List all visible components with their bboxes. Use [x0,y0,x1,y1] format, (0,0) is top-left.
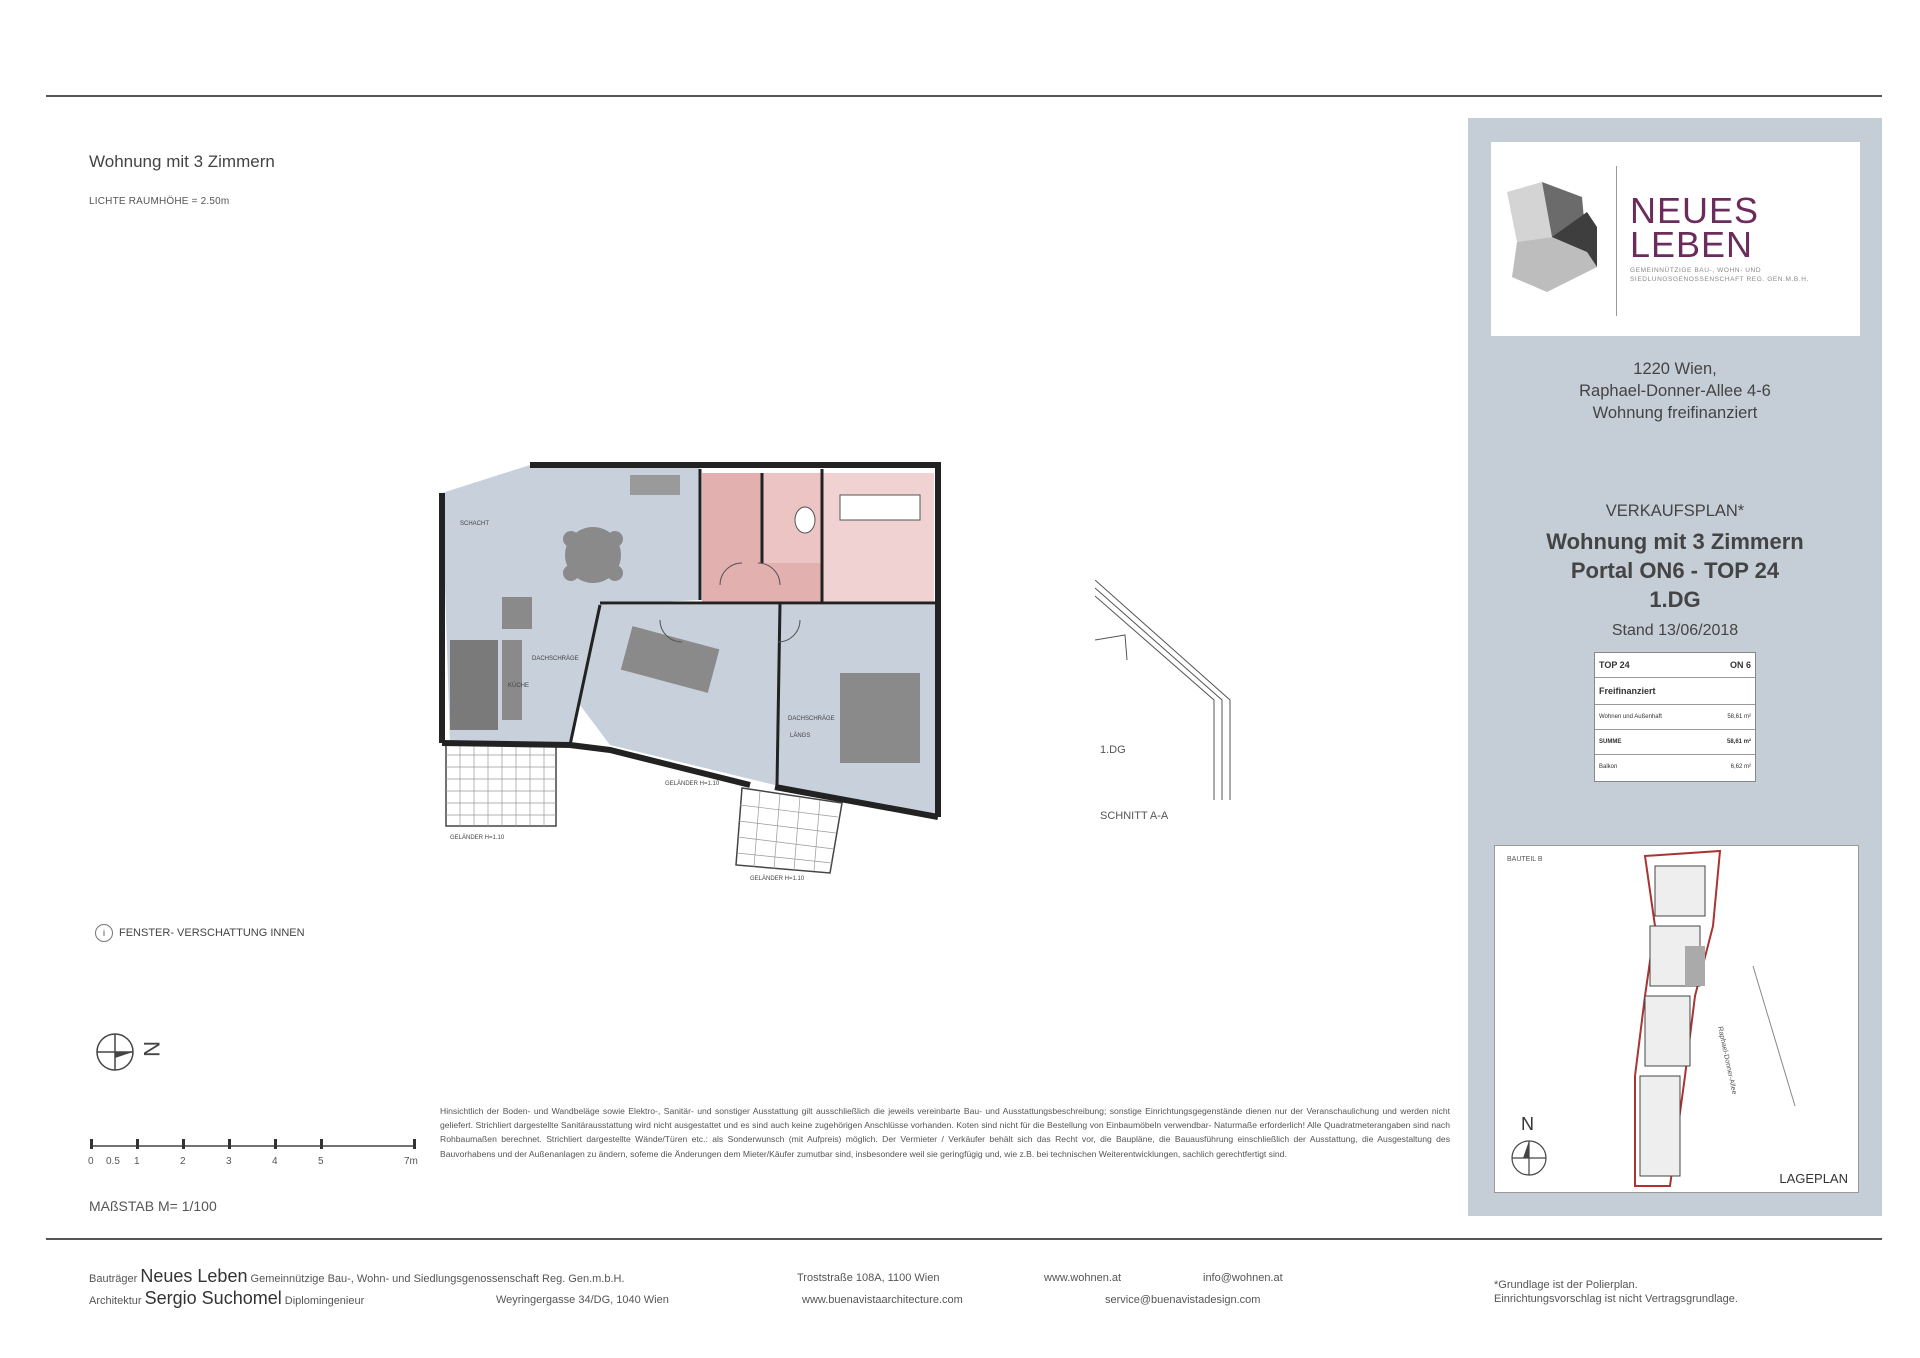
logo-wordmark [1630,190,1809,284]
area-row [1595,755,1755,779]
logo-line-2: LEBEN [1630,224,1754,265]
scale-bar [88,1136,428,1156]
room-label-5: GELÄNDER H=1.10 [750,876,805,882]
footer-architekt [89,1288,364,1309]
area-label: SUMME [1599,739,1622,745]
bautraeger-mail[interactable]: info@wohnen.at [1203,1272,1283,1284]
minimap-compass-icon [1509,1138,1549,1178]
scale-tick: 5 [318,1156,324,1167]
room-label-8: LÄNGS [790,733,811,739]
minimap-label: BAUTEIL B [1507,856,1543,863]
minimap-street: Raphael-Donner-Allee [1716,1026,1738,1096]
financing-row [1595,678,1755,705]
scale-tick: 0 [88,1156,94,1167]
scale-tick: 3 [226,1156,232,1167]
footnote-line-2: Einrichtungsvorschlag ist nicht Vertragsgrundlage. [1494,1293,1738,1305]
scale-tick: 4 [272,1156,278,1167]
architekt-label: Architektur [89,1295,142,1307]
room-height-note: LICHTE RAUMHÖHE = 2.50m [89,196,230,207]
scale-tick: 2 [180,1156,186,1167]
site-plan-drawing [1495,846,1858,1192]
apartment-heading [1468,527,1882,614]
top-rule [46,95,1882,97]
footnote-line-1: *Grundlage ist der Polierplan. [1494,1279,1638,1291]
project-address [1468,358,1882,424]
area-value: 6,62 m² [1730,764,1751,770]
site-minimap [1494,845,1859,1193]
scale-tick: 0.5 [106,1156,120,1167]
room-label-2: DACHSCHRÄGE [788,716,835,722]
logo-line-1: NEUES [1630,190,1760,231]
scale-tick: 1 [134,1156,140,1167]
north-letter: N [138,1041,164,1057]
floor-plan [420,455,960,895]
logo-cube-icon [1497,182,1607,302]
scale-label: MAßSTAB M= 1/100 [89,1198,217,1214]
address-line-2: Raphael-Donner-Allee 4-6 [1579,382,1771,400]
architekt-mail[interactable]: service@buenavistadesign.com [1105,1294,1261,1306]
bautraeger-label: Bauträger [89,1273,138,1285]
footer-bautraeger [89,1266,625,1287]
minimap-caption: LAGEPLAN [1779,1171,1848,1186]
bautraeger-address: Troststraße 108A, 1100 Wien [797,1272,940,1284]
logo-sub-1: GEMEINNÜTZIGE BAU-, WOHN- UND [1630,267,1762,274]
portal-number: ON 6 [1729,660,1751,670]
compass-icon [95,1032,139,1076]
scale-tick: 7m [404,1156,418,1167]
legend [95,924,305,942]
room-label-1: DACHSCHRÄGE [532,656,579,662]
stand-date: Stand 13/06/2018 [1611,622,1739,639]
room-label-7: KÜCHE [508,683,530,689]
bautraeger-web[interactable]: www.wohnen.at [1044,1272,1122,1284]
section-level-label: 1.DG [1100,744,1126,756]
architekt-address: Weyringergasse 34/DG, 1040 Wien [496,1294,669,1306]
section-sketch [1095,580,1235,800]
bautraeger-desc: Gemeinnützige Bau-, Wohn- und Siedlungsgenossenschaft Reg. Gen.m.b.H. [250,1273,625,1285]
scale-ticks [88,1156,428,1170]
legend-text: FENSTER- VERSCHATTUNG INNEN [119,927,305,939]
info-icon: i [95,924,113,942]
logo-sub-2: SIEDLUNGSGENOSSENSCHAFT REG. GEN.M.B.H. [1630,276,1809,283]
area-value: 58,61 m² [1726,739,1751,745]
architekt-desc: Diplomingenieur [284,1295,365,1307]
north-arrow [95,1032,245,1072]
room-label-6: SCHACHT [460,521,490,527]
architekt-web[interactable]: www.buenavistaarchitecture.com [802,1294,963,1306]
heading-line-1: Wohnung mit 3 Zimmern [1546,529,1804,554]
heading-line-3: 1.DG [1649,587,1701,612]
section-label: SCHNITT A-A [1100,810,1169,822]
logo-divider [1616,166,1617,316]
logo-box [1491,142,1860,336]
area-row [1595,730,1755,755]
address-line-1: 1220 Wien, [1633,360,1717,378]
financing-label: Freifinanziert [1599,686,1656,696]
plan-type: VERKAUFSPLAN* [1605,502,1745,520]
architekt-name: Sergio Suchomel [144,1288,282,1308]
address-line-3: Wohnung freifinanziert [1592,404,1758,422]
minimap-north-letter: N [1521,1114,1534,1134]
top-number: TOP 24 [1599,660,1630,670]
heading-line-2: Portal ON6 - TOP 24 [1570,558,1780,583]
bottom-rule [46,1238,1882,1240]
bautraeger-name: Neues Leben [140,1266,248,1286]
area-table [1594,652,1756,782]
page-title: Wohnung mit 3 Zimmern [89,152,275,171]
room-label-3: GELÄNDER H=1.10 [450,835,505,841]
area-label: Wohnen und Außenhaft [1599,714,1662,720]
area-table-header [1595,653,1755,678]
area-label: Balkon [1599,764,1618,770]
room-label-4: GELÄNDER H=1.10 [665,781,720,787]
disclaimer: Hinsichtlich der Boden- und Wandbeläge sowie Elektro-, Sanitär- und sonstiger Ausstattung gilt ausschließlich die jeweils vereinbarte Bau- und Ausstattungsbeschreibung; sonstige Einrichtungsgegenstände dienen nur der Veranschaulichung und werden nicht geliefert. Strichliert dargestellte Sanitärausstattung wird nicht ausgestattet und es sind auch keine zugehörigen Anschlüsse vorhanden. Koten sind nicht für die Bestellung von Einbaumöbeln verwendbar- Naturmaße erforderlich! Alle Quadratmeterangaben sind nach Rohbaumaßen berechnet. Strichliert dargestellte Wände/Türen etc.: als Sonderwunsch (mit Aufpreis) möglich. Der Vermieter / Verkäufer behält sich das Recht vor, die Baupläne, die Bauausführung einschließlich der Ausstattung, die Ausgestaltung des Bauvorhabens und der Außenanlagen zu ändern, sofeme die Änderungen dem Mieter/Käufer zumutbar sind, insbesondere weil sie geringfügig und, wie z.B. bei technischen Weiterentwicklungen, sachlich gerechtfertigt sind. [440,1106,1450,1159]
area-value: 58,61 m² [1727,714,1751,720]
footnote [1494,1278,1738,1306]
area-row [1595,705,1755,730]
